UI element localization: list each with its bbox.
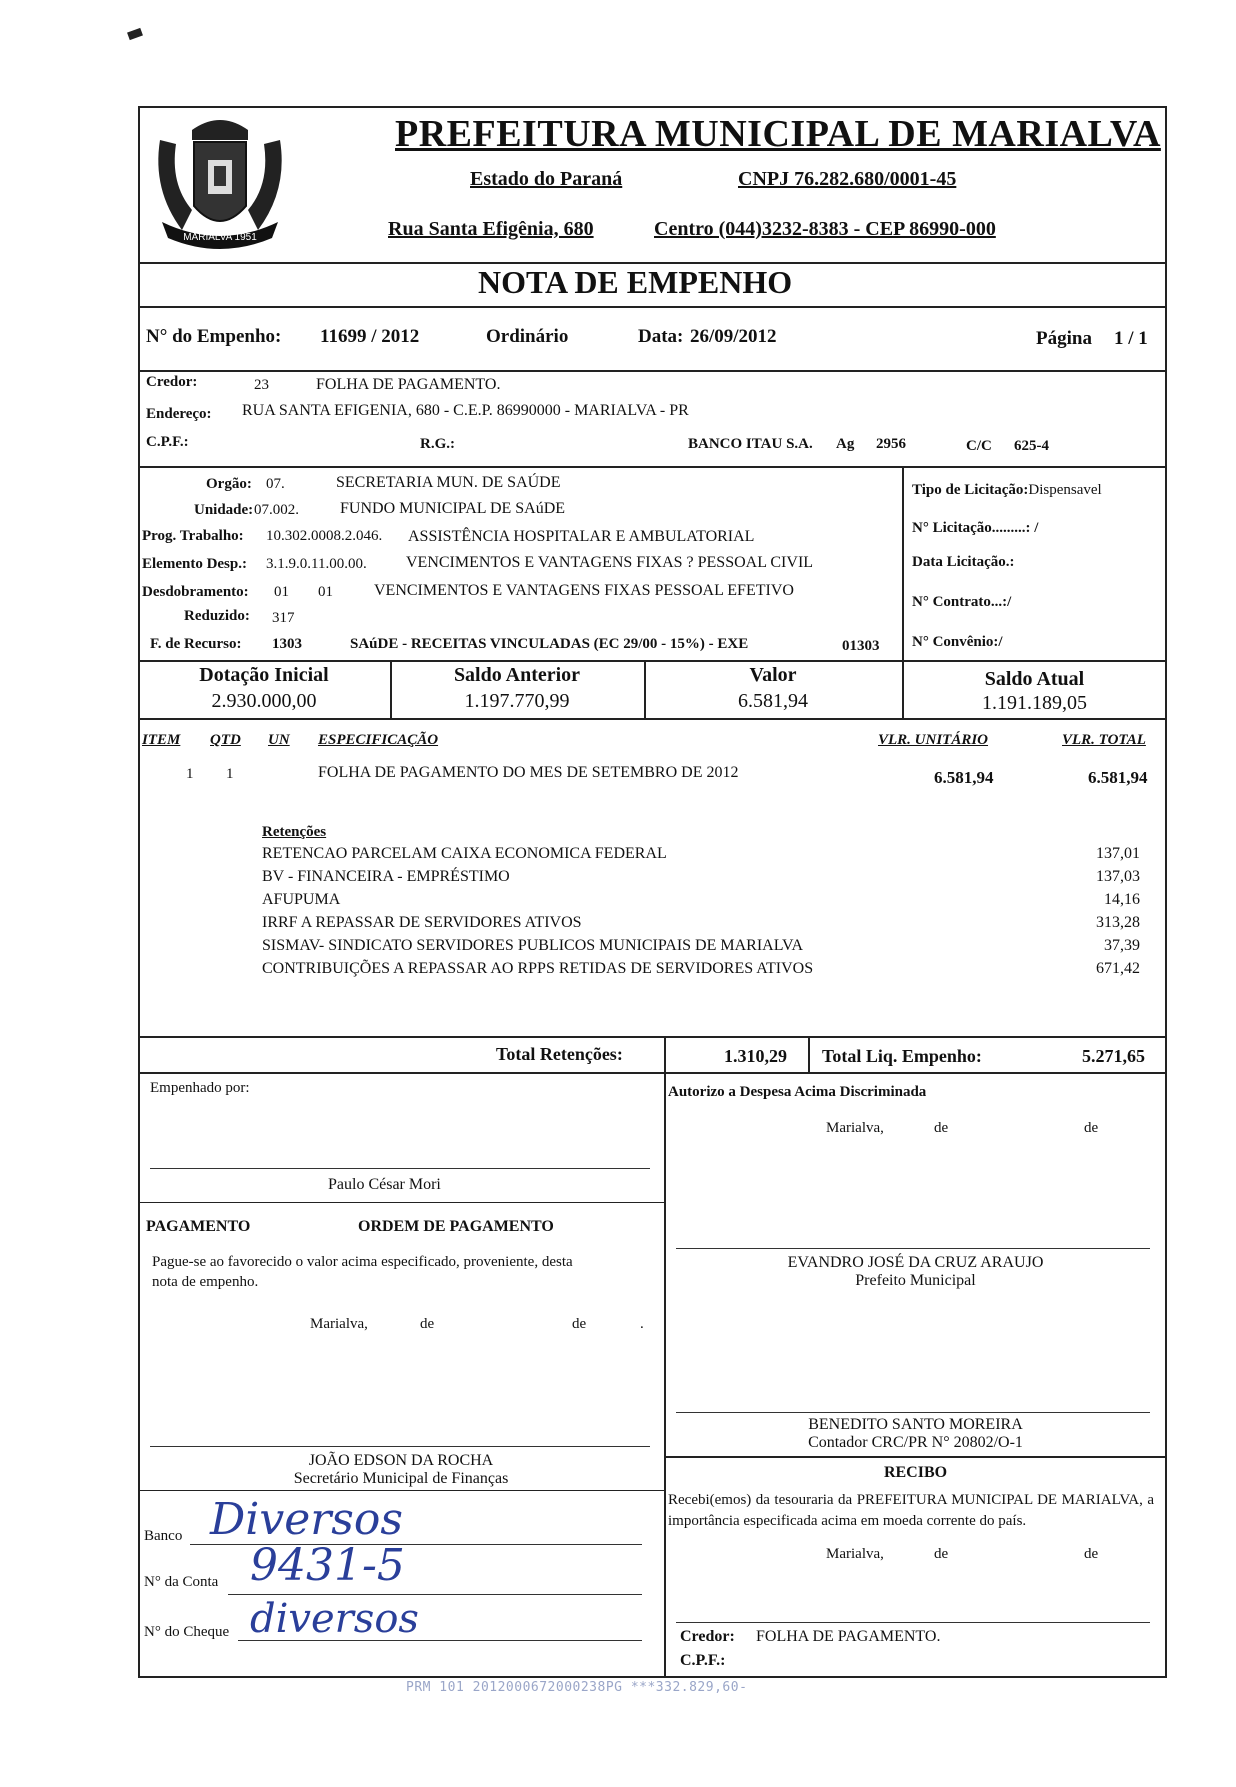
secretario-role: Secretário Municipal de Finanças [293,1470,509,1487]
unidade-name: FUNDO MUNICIPAL DE SAúDE [340,500,566,517]
licitacao-contrato: N° Contrato...:/ [912,594,1012,610]
pague-line2: nota de empenho. [152,1274,259,1290]
recibo-cpf-label: C.P.F.: [680,1652,726,1669]
licitacao-tipo-label: Tipo de Licitação: [912,482,1029,498]
list-item: BV - FINANCEIRA - EMPRÉSTIMO [262,868,510,885]
col-spec: ESPECIFICAÇÃO [318,732,439,748]
recurso-code2: 01303 [842,638,880,654]
list-item-value: 137,03 [1096,868,1140,885]
de-label: de [1084,1546,1099,1562]
licitacao-convenio: N° Convênio:/ [912,634,1003,650]
recurso-name: SAúDE - RECEITAS VINCULADAS (EC 29/00 - 15%) - EXE [350,636,749,652]
credor-name: FOLHA DE PAGAMENTO. [316,376,501,393]
account-number: 625-4 [1014,438,1049,454]
pagamento-label: PAGAMENTO [146,1218,251,1235]
col-total-value: VLR. TOTAL [1062,732,1146,748]
col-un: UN [268,732,290,748]
col-item: ITEM [142,732,181,748]
banco-label: Banco [144,1528,183,1544]
address-label: Rua Santa Efigênia, 680 [388,218,594,240]
scan-mark [127,28,143,40]
credor-address: RUA SANTA EFIGENIA, 680 - C.E.P. 86990000 - MARIALVA - PR [242,402,689,419]
page-number: 1 / 1 [1114,328,1148,349]
cheque-label: N° do Cheque [144,1624,230,1640]
reduzido-value: 317 [272,610,295,626]
dotacao-label: Dotação Inicial [199,664,329,686]
elemento-label: Elemento Desp.: [142,556,247,572]
orgao-code: 07. [266,476,285,492]
credor-label: Credor: [146,374,198,390]
divider [138,718,1167,720]
de-label: de [934,1546,949,1562]
list-item-value: 313,28 [1096,914,1140,931]
signature-line [676,1622,1150,1623]
empenho-type: Ordinário [486,326,569,347]
divider [138,1036,1167,1038]
de-label: de [420,1316,435,1332]
col-qtd: QTD [210,732,241,748]
city-label: Marialva, [310,1316,368,1332]
account-label: C/C [966,438,992,454]
list-item-value: 37,39 [1104,937,1140,954]
divider [138,660,1167,662]
prefeito-role: Prefeito Municipal [855,1272,976,1289]
row-unit-value: 6.581,94 [934,768,994,787]
divider [138,370,1167,372]
secretario-name: JOÃO EDSON DA ROCHA [308,1452,494,1469]
divider-vertical [808,1036,810,1072]
bank-name: BANCO ITAU S.A. [688,436,813,452]
divider [138,466,1167,468]
divider-vertical [664,1036,666,1074]
cnpj-label: CNPJ 76.282.680/0001-45 [738,168,957,190]
row-total-value: 6.581,94 [1088,768,1148,787]
retencoes-title: Retenções [262,824,327,840]
saldo-atual-value: 1.191.189,05 [982,692,1087,714]
conta-label: N° da Conta [144,1574,219,1590]
pague-line1: Pague-se ao favorecido o valor acima especificado, proveniente, desta [152,1254,573,1270]
desdob-label: Desdobramento: [142,584,249,600]
ordem-label: ORDEM DE PAGAMENTO [358,1218,554,1235]
signature-line [150,1446,650,1447]
cpf-label: C.P.F.: [146,434,189,450]
conta-line [228,1594,642,1595]
reduzido-label: Reduzido: [184,608,250,624]
district-phone-cep: Centro (044)3232-8383 - CEP 86990-000 [654,218,996,240]
signature-line [150,1168,650,1169]
city-label: Marialva, [826,1546,884,1562]
unidade-label: Unidade: [194,502,254,518]
date-label: Data: [638,326,684,347]
list-item-value: 137,01 [1096,845,1140,862]
licitacao-data: Data Licitação.: [912,554,1015,570]
footer-stamp: PRM 101 2012000672000238PG ***332.829,60- [406,1680,748,1695]
agency-label: Ag [836,436,855,452]
recibo-credor-label: Credor: [680,1628,735,1645]
date-value: 26/09/2012 [690,326,777,347]
divider [138,306,1167,308]
list-item: AFUPUMA [262,891,341,908]
recurso-code: 1303 [272,636,302,652]
coat-of-arms-text: MARIALVA 1951 [183,232,257,243]
banco-handwriting: Diversos [210,1494,403,1545]
list-item: IRRF A REPASSAR DE SERVIDORES ATIVOS [262,914,582,931]
agency-number: 2956 [876,436,906,452]
list-item-value: 671,42 [1096,960,1140,977]
divider [664,1456,1167,1458]
divider-vertical [902,466,904,660]
city-label: Marialva, [826,1120,884,1136]
list-item: SISMAV- SINDICATO SERVIDORES PUBLICOS MUNICIPAIS DE MARIALVA [262,937,804,954]
valor-value: 6.581,94 [738,690,808,712]
page-title: PREFEITURA MUNICIPAL DE MARIALVA [395,113,1161,155]
orgao-label: Orgão: [206,476,252,492]
row-spec: FOLHA DE PAGAMENTO DO MES DE SETEMBRO DE 2012 [318,764,739,781]
row-item: 1 [186,766,194,782]
divider [138,1072,1167,1074]
empenhado-name: Paulo César Mori [328,1176,441,1193]
empenho-number: 11699 / 2012 [320,326,420,347]
de-label: de [934,1120,949,1136]
total-retencoes-value: 1.310,29 [724,1046,787,1066]
signature-line [676,1248,1150,1249]
recibo-text: Recebi(emos) da tesouraria da PREFEITURA MUNICIPAL DE MARIALVA, a importância especificada acima em moeda corrente do país. [668,1492,1154,1529]
contador-name: BENEDITO SANTO MOREIRA [808,1416,1023,1433]
row-qtd: 1 [226,766,234,782]
recurso-label: F. de Recurso: [150,636,242,652]
address-field-label: Endereço: [146,406,212,422]
state-label: Estado do Paraná [470,168,623,190]
divider [138,1490,664,1491]
de-label: de [572,1316,587,1332]
valor-label: Valor [749,664,797,686]
prog-code: 10.302.0008.2.046. [266,528,383,544]
coat-of-arms-icon [152,110,288,258]
document-title: NOTA DE EMPENHO [478,264,793,300]
prog-name: ASSISTÊNCIA HOSPITALAR E AMBULATORIAL [408,528,755,545]
licitacao-tipo-value: Dispensavel [1028,482,1102,498]
elemento-code: 3.1.9.0.11.00.00. [266,556,367,572]
total-liquido-value: 5.271,65 [1082,1046,1145,1066]
autorizo-label: Autorizo a Despesa Acima Discriminada [668,1084,927,1100]
recibo-credor-name: FOLHA DE PAGAMENTO. [756,1628,941,1645]
conta-handwriting: 9431-5 [250,1540,405,1591]
orgao-name: SECRETARIA MUN. DE SAÚDE [336,474,561,491]
credor-code: 23 [254,377,269,393]
divider [138,1202,664,1203]
page-label: Página [1036,328,1092,349]
saldo-anterior-label: Saldo Anterior [453,664,581,686]
saldo-anterior-value: 1.197.770,99 [464,690,570,712]
total-retencoes-label: Total Retenções: [496,1044,623,1064]
desdob-code2: 01 [318,584,333,600]
recibo-title: RECIBO [883,1464,948,1481]
list-item: RETENCAO PARCELAM CAIXA ECONOMICA FEDERAL [262,845,667,862]
cheque-handwriting: diversos [250,1596,419,1642]
col-unit-value: VLR. UNITÁRIO [878,732,989,748]
licitacao-numero: N° Licitação.........: / [912,520,1039,536]
licitacao-tipo [912,482,1102,499]
divider-vertical [664,1072,666,1678]
contador-role: Contador CRC/PR N° 20802/O-1 [808,1434,1023,1451]
dotacao-value: 2.930.000,00 [211,690,317,712]
de-label: de [1084,1120,1099,1136]
elemento-name: VENCIMENTOS E VANTAGENS FIXAS ? PESSOAL CIVIL [406,554,814,571]
desdob-code1: 01 [274,584,289,600]
rg-label: R.G.: [420,436,455,452]
prog-label: Prog. Trabalho: [142,528,244,544]
empenhado-label: Empenhado por: [150,1080,250,1096]
desdob-name: VENCIMENTOS E VANTAGENS FIXAS PESSOAL EFETIVO [374,582,794,599]
total-liquido-label: Total Liq. Empenho: [822,1046,982,1066]
empenho-number-label: N° do Empenho: [146,326,282,347]
period-mark: . [640,1316,644,1332]
list-item-value: 14,16 [1104,891,1140,908]
saldo-atual-label: Saldo Atual [984,668,1085,690]
list-item: CONTRIBUIÇÕES A REPASSAR AO RPPS RETIDAS DE SERVIDORES ATIVOS [262,960,814,977]
signature-line [676,1412,1150,1413]
unidade-code: 07.002. [254,502,299,518]
prefeito-name: EVANDRO JOSÉ DA CRUZ ARAUJO [787,1254,1044,1271]
